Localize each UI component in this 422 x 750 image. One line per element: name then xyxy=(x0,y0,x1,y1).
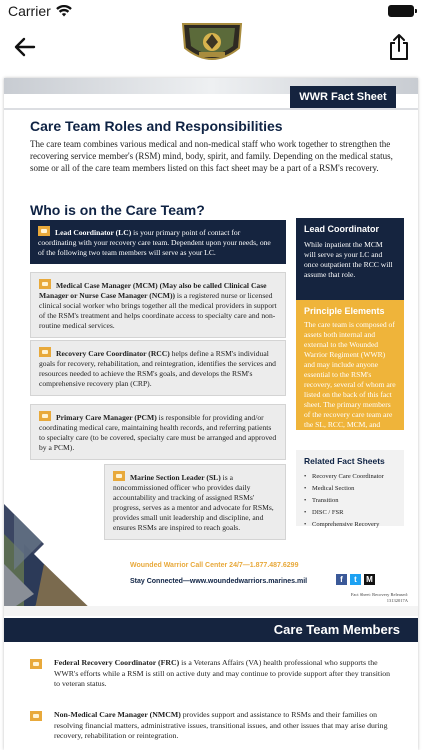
role-text: is a registered nurse or licensed clinical social worker who brings together all the medical providers in support of the RSM's treatment and helps coordinate access to specialty care and non-routine medical services. xyxy=(39,291,277,330)
intro-paragraph: The care team combines various medical and non-medical staff who work together to strengthen the recovering service member's (RSM) mind, body, spirit, and family. Depending on the medical status, some or all of the care team members listed on this fact sheet may be a part of a RSM's recovery. xyxy=(30,139,393,173)
role-medical-case-manager xyxy=(30,272,286,338)
wifi-icon xyxy=(56,5,72,17)
ribbon-icon xyxy=(113,471,125,481)
related-list xyxy=(304,472,396,530)
role-title: Recovery Care Coordinator (RCC) xyxy=(56,349,170,358)
related-title: Related Fact Sheets xyxy=(304,456,385,466)
ribbon-icon xyxy=(39,347,51,357)
role-title: Marine Section Leader (SL) xyxy=(130,473,221,482)
ribbon-icon xyxy=(39,279,51,289)
battery-icon xyxy=(388,5,414,17)
arrow-left-icon[interactable] xyxy=(12,34,38,60)
lead-coordinator-box xyxy=(296,218,404,300)
member-text: is a Veterans Affairs (VA) health professional who supports the WWR's efforts while a RSM is still on active duty and may continue to provide support after they transition to veteran status. xyxy=(54,658,391,688)
role-text: helps define a RSM's individual goals for recovery, rehabilitation, and reintegration, identifies the services and resources needed to achieve the RSM's goals, and develops the RSM's comprehensive recovery plan (CRP). xyxy=(39,349,276,388)
carrier-info xyxy=(8,3,72,19)
unit-emblem-icon xyxy=(177,22,247,68)
sheet-title: WWR Fact Sheet xyxy=(290,86,396,108)
ribbon-icon xyxy=(30,711,42,721)
member-title: Federal Recovery Coordinator (FRC) xyxy=(54,658,180,667)
status-bar xyxy=(0,0,422,22)
role-primary-care-manager xyxy=(30,404,286,460)
release-info: Fact Sheet: Recovery Released: 13132017A xyxy=(350,592,408,603)
principle-box-title: Principle Elements xyxy=(304,306,385,316)
role-title: Lead Coordinator (LC) xyxy=(55,228,132,237)
role-title: Medical Case Manager (MCM) (May also be called Clinical Case Manager or Nurse Case Manager (NCM)) xyxy=(39,281,267,300)
role-text: is your primary point of contact for coordinating with your recovery care team. Dependent upon your needs, one of the following two team members will serve as your LC. xyxy=(38,228,271,257)
related-item[interactable]: • Recovery Care Coordinator xyxy=(304,472,396,482)
member-text: provides support and assistance to RSMs and their families on resolving financial matters, administrative issues, transitional issues, and other issues that may arise during recovery, rehabilitation or reintegration. xyxy=(54,710,388,740)
call-center-line[interactable]: Wounded Warrior Call Center 24/7—1.877.487.6299 xyxy=(130,562,299,569)
section-heading-roles: Care Team Roles and Responsibilities xyxy=(30,118,283,134)
header-divider xyxy=(4,108,418,110)
related-item[interactable]: • Transition xyxy=(304,496,396,506)
member-title: Non-Medical Care Manager (NMCM) xyxy=(54,710,181,719)
lead-box-title: Lead Coordinator xyxy=(304,224,380,234)
related-fact-sheets-box xyxy=(296,450,404,526)
member-non-medical-care-manager xyxy=(30,710,396,742)
role-recovery-care-coordinator xyxy=(30,340,286,396)
principle-elements-box xyxy=(296,300,404,439)
role-text: is responsible for providing and/or coordinating medical care, maintaining health records, and referring patients to specialty care (to be covered, specialty care must be arranged and approved by a PCM). xyxy=(39,413,277,452)
page-break xyxy=(4,606,418,616)
related-item[interactable]: • Comprehensive Recovery xyxy=(304,520,396,530)
share-icon[interactable] xyxy=(386,32,412,62)
principle-box-text: The care team is composed of assets both internal and external to the Wounded Warrior Regiment (WWR) and may include anyone essential to the RSM's recovery, several of whom are listed on the back of this fact sheet. The primary members of the recovery care team are the SL, RCC, MCM, and PCM. xyxy=(304,320,396,439)
fact-sheet-document[interactable] xyxy=(4,78,418,750)
photo-collage xyxy=(4,504,96,614)
ribbon-icon xyxy=(39,411,51,421)
section-heading-care-team: Who is on the Care Team? xyxy=(30,202,205,218)
role-text: is a noncommissioned officer who provides daily accountability and tracking of assigned RSMs' progress, serves as a mentor and advocate for RSMs, provides small unit leadership and discipline, and ensures RSMs are inspired to reach goals. xyxy=(113,473,274,532)
ribbon-icon xyxy=(38,226,50,236)
care-team-members-title: Care Team Members xyxy=(273,622,400,637)
lead-box-text: While inpatient the MCM will serve as your LC and once outpatient the RCC will assume that role. xyxy=(304,240,393,279)
stay-connected-link[interactable]: Stay Connected—www.woundedwarriors.marines.mil xyxy=(130,578,308,585)
role-lead-coordinator xyxy=(30,220,286,264)
role-title: Primary Care Manager (PCM) xyxy=(56,413,157,422)
role-marine-section-leader xyxy=(104,464,286,540)
member-federal-recovery-coordinator xyxy=(30,658,396,690)
carrier-label: Carrier xyxy=(8,3,51,19)
nav-bar xyxy=(0,22,422,74)
facebook-icon[interactable]: f xyxy=(336,574,347,585)
care-team-members-band xyxy=(4,618,418,642)
twitter-icon[interactable]: t xyxy=(350,574,361,585)
related-item[interactable]: • DISC / FSR xyxy=(304,508,396,518)
ribbon-icon xyxy=(30,659,42,669)
related-item[interactable]: • Medical Section xyxy=(304,484,396,494)
social-links xyxy=(336,574,375,585)
marines-icon[interactable]: M xyxy=(364,574,375,585)
